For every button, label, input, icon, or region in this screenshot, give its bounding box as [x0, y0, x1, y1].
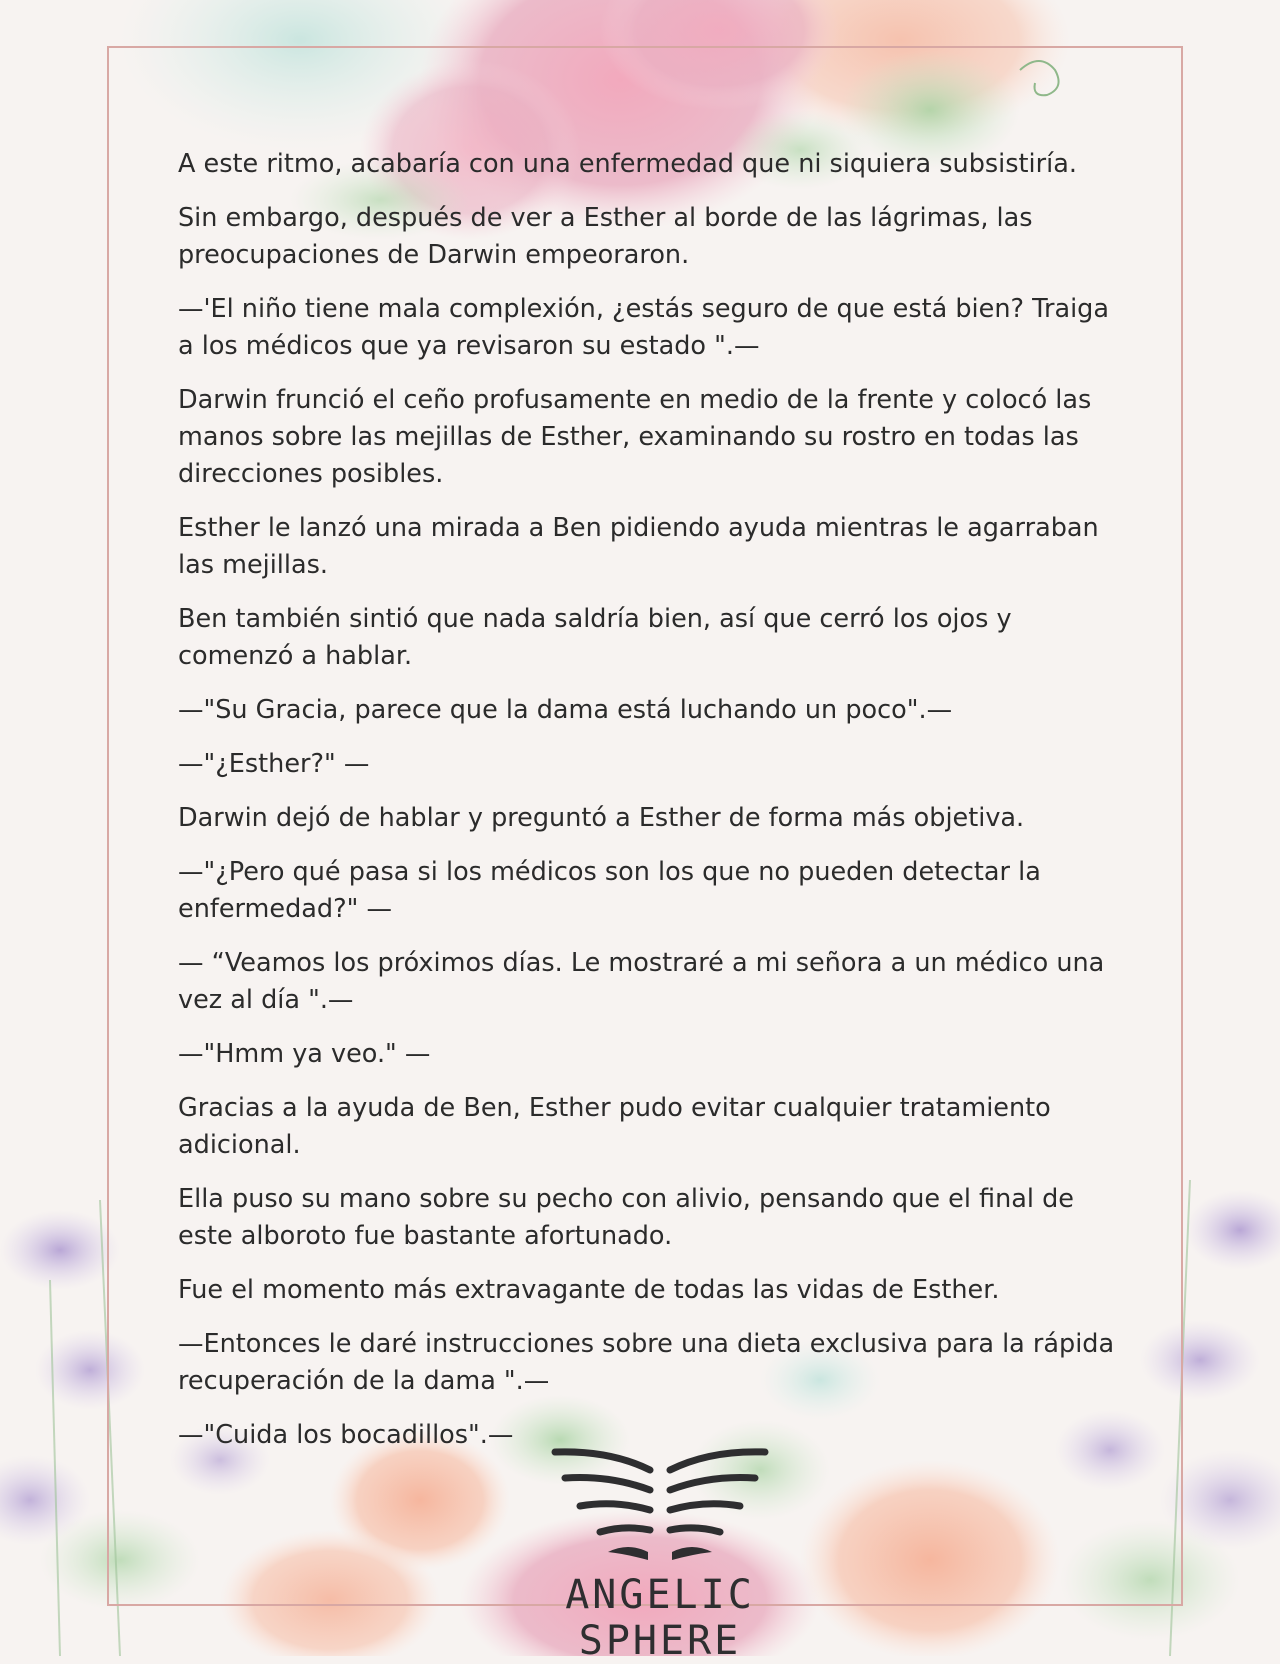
paragraph: Ben también sintió que nada saldría bien, así que cerró los ojos y comenzó a hablar. — [178, 604, 1012, 671]
paragraph: —Entonces le daré instrucciones sobre una dieta exclusiva para la rápida recuperación de la dama ".— — [178, 1329, 1115, 1396]
paragraph: Darwin dejó de hablar y preguntó a Esther de forma más objetiva. — [178, 803, 1025, 833]
angel-wings-icon — [540, 1440, 780, 1570]
paragraph: A este ritmo, acabaría con una enfermedad que ni siquiera subsistiría. — [178, 149, 1077, 179]
paragraph: —"Cuida los bocadillos".— — [178, 1420, 514, 1450]
chapter-text — [178, 146, 1118, 1471]
paragraph: Gracias a la ayuda de Ben, Esther pudo evitar cualquier tratamiento adicional. — [178, 1093, 1051, 1160]
paragraph: Darwin frunció el ceño profusamente en medio de la frente y colocó las manos sobre las mejillas de Esther, examinando su rostro en todas las direcciones posibles. — [178, 385, 1092, 489]
paragraph: Sin embargo, después de ver a Esther al borde de las lágrimas, las preocupaciones de Darwin empeoraron. — [178, 203, 1033, 270]
paragraph: —"Su Gracia, parece que la dama está luchando un poco".— — [178, 695, 953, 725]
logo-text: ANGELIC SPHERE — [565, 1572, 755, 1664]
paragraph: —'El niño tiene mala complexión, ¿estás seguro de que está bien? Traiga a los médicos que ya revisaron su estado ".— — [178, 294, 1109, 361]
paragraph: Esther le lanzó una mirada a Ben pidiendo ayuda mientras le agarraban las mejillas. — [178, 513, 1099, 580]
paragraph: Ella puso su mano sobre su pecho con alivio, pensando que el final de este alboroto fue bastante afortunado. — [178, 1184, 1074, 1251]
paragraph: —"Hmm ya veo." — — [178, 1039, 431, 1069]
paragraph: —"¿Esther?" — — [178, 749, 370, 779]
angelic-sphere-logo — [480, 1440, 840, 1664]
paragraph: — “Veamos los próximos días. Le mostraré a mi señora a un médico una vez al día ".— — [178, 948, 1105, 1015]
paragraph: —"¿Pero qué pasa si los médicos son los que no pueden detectar la enfermedad?" — — [178, 857, 1041, 924]
paragraph: Fue el momento más extravagante de todas las vidas de Esther. — [178, 1275, 1000, 1305]
